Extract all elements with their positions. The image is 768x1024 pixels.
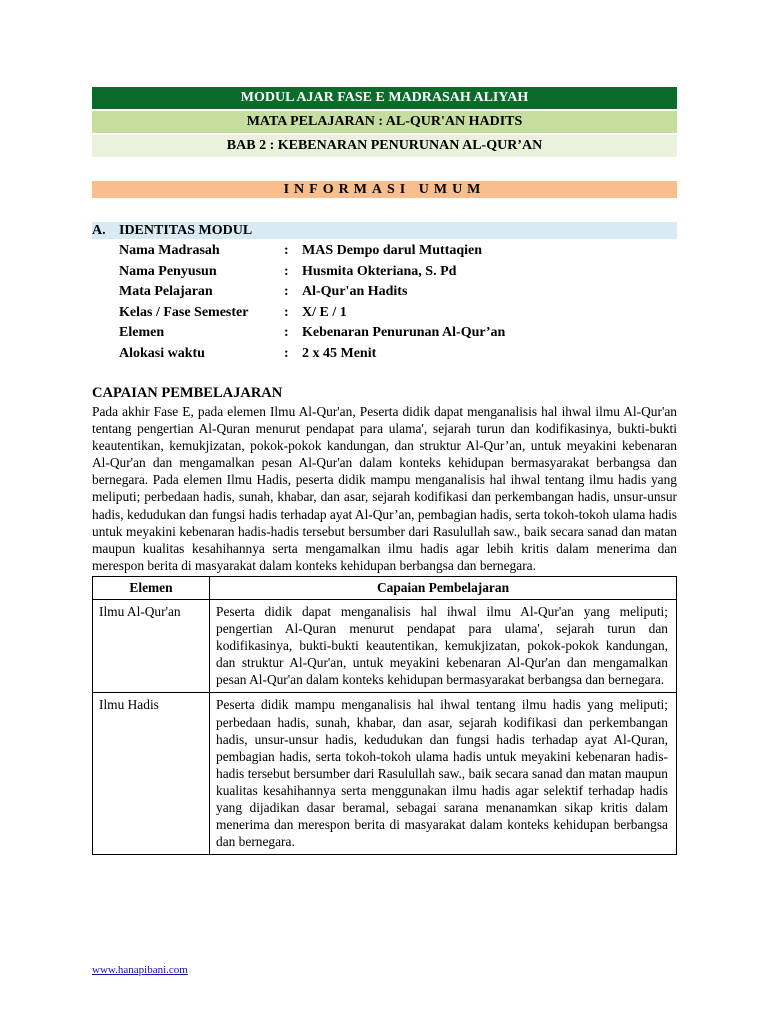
capaian-paragraph: Pada akhir Fase E, pada elemen Ilmu Al-Qur'an, Peserta didik dapat menganalisis hal ihwal ilmu Al-Qur'an tentang pengertian Al-Quran menurut pendapat para ulama', sejarah turun dan kodifikasinya, bukti-bukti keautentikan, kemukjizatan, pokok-pokok kandungan, dan struktur Al-Qur’an, untuk meyakini kebenaran Al-Qur'an dan mengamalkan pesan Al-Qur'an dalam konteks kehidupan bermasyarakat berbangsa dan bernegara. Pada elemen Ilmu Hadis, peserta didik mampu menganalisis hal ihwal tentang ilmu hadis yang meliputi; perbedaan hadis, sunah, khabar, dan asar, sejarah kodifikasi dan perkembangan hadis, unsur-unsur hadis, kedudukan dan fungsi hadis terhadap ayat Al-Qur’an, pembagian hadis, serta tokoh-tokoh ulama hadis untuk meyakini kebenaran hadis-hadis tersebut bersumber dari Rasulullah saw., baik secara sanad dan matan maupun kualitas kesahihannya serta mengamalkan ilmu hadis agar lebih kritis dalam menerima dan merespon berita di masyarakat dalam konteks kehidupan berbangsa dan bernegara. bbox=[92, 404, 677, 573]
identitas-label: Nama Penyusun bbox=[119, 263, 217, 279]
identitas-label: Kelas / Fase Semester bbox=[119, 304, 249, 320]
identitas-label: Nama Madrasah bbox=[119, 243, 220, 258]
identitas-colon: : bbox=[284, 325, 289, 340]
chapter-title: BAB 2 : KEBENARAN PENURUNAN AL-QUR’AN bbox=[92, 135, 677, 157]
header-elemen: Elemen bbox=[93, 576, 210, 599]
identitas-row bbox=[92, 282, 677, 303]
identitas-row bbox=[92, 241, 677, 262]
document-page bbox=[92, 87, 677, 855]
identitas-colon: : bbox=[284, 284, 289, 299]
identitas-label: Mata Pelajaran bbox=[119, 284, 213, 299]
subject-title: MATA PELAJARAN : AL-QUR'AN HADITS bbox=[92, 111, 677, 133]
identitas-value: Kebenaran Penurunan Al-Qur’an bbox=[302, 325, 506, 340]
header-capaian: Capaian Pembelajaran bbox=[210, 576, 677, 599]
identitas-value: 2 x 45 Menit bbox=[302, 345, 377, 361]
identitas-label: Alokasi waktu bbox=[119, 345, 205, 361]
identitas-row bbox=[92, 262, 677, 283]
identitas-value: MAS Dempo darul Muttaqien bbox=[302, 243, 483, 258]
identitas-colon: : bbox=[284, 263, 289, 279]
table-header-row bbox=[93, 576, 677, 599]
identitas-value: Al-Qur'an Hadits bbox=[302, 284, 408, 299]
module-title: MODUL AJAR FASE E MADRASAH ALIYAH bbox=[92, 87, 677, 109]
footer-link[interactable]: www.hanapibani.com bbox=[92, 964, 188, 976]
capaian-table bbox=[92, 576, 677, 855]
capaian-heading: CAPAIAN PEMBELAJARAN bbox=[92, 385, 283, 401]
identitas-row bbox=[92, 344, 677, 365]
table-row bbox=[93, 599, 677, 692]
elemen-cell: Ilmu Al-Qur'an bbox=[93, 599, 210, 692]
identitas-heading bbox=[92, 222, 677, 239]
capaian-cell: Peserta didik dapat menganalisis hal ihwal ilmu Al-Qur'an yang meliputi; pengertian Al-Quran menurut pendapat para ulama', sejarah turun dan kodifikasinya, bukti-bukti keautentikan, kemukjizatan, pokok-pokok kandungan, dan struktur Al-Qur'an, untuk meyakini kebenaran Al-Qur'an dan mengamalkan pesan Al-Qur'an dalam konteks kehidupan bermasyarakat berbangsa dan bernegara. bbox=[210, 599, 677, 692]
identitas-row bbox=[92, 323, 677, 344]
identitas-label: Elemen bbox=[119, 325, 165, 340]
identitas-list bbox=[92, 241, 677, 364]
identitas-colon: : bbox=[284, 304, 289, 320]
table-row bbox=[93, 693, 677, 855]
identitas-colon: : bbox=[284, 243, 289, 258]
identitas-value: X/ E / 1 bbox=[302, 304, 347, 320]
capaian-cell: Peserta didik mampu menganalisis hal ihwal tentang ilmu hadis yang meliputi; perbedaan hadis, sunah, khabar, dan asar, sejarah kodifikasi dan perkembangan hadis, unsur-unsur hadis, kedudukan dan fungsi hadis terhadap ayat Al-Quran, pembagian hadis, serta tokoh-tokoh ulama hadis untuk meyakini kebenaran hadis-hadis tersebut bersumber dari Rasulullah saw., baik secara sanad dan matan maupun kualitas kesahihannya serta menggunakan ilmu hadis agar selektif terhadap hadis yang dijadikan dasar beramal, sebagai sarana menanamkan sikap kritis dalam menerima dan merespon berita di masyarakat dalam konteks kehidupan berbangsa dan bernegara. bbox=[210, 693, 677, 855]
identitas-colon: : bbox=[284, 345, 289, 361]
elemen-cell: Ilmu Hadis bbox=[93, 693, 210, 855]
identitas-row bbox=[92, 303, 677, 324]
identitas-value: Husmita Okteriana, S. Pd bbox=[302, 263, 457, 279]
identitas-title: IDENTITAS MODUL bbox=[119, 223, 253, 238]
identitas-number: A. bbox=[92, 223, 106, 238]
info-heading: INFORMASI UMUM bbox=[92, 181, 677, 198]
